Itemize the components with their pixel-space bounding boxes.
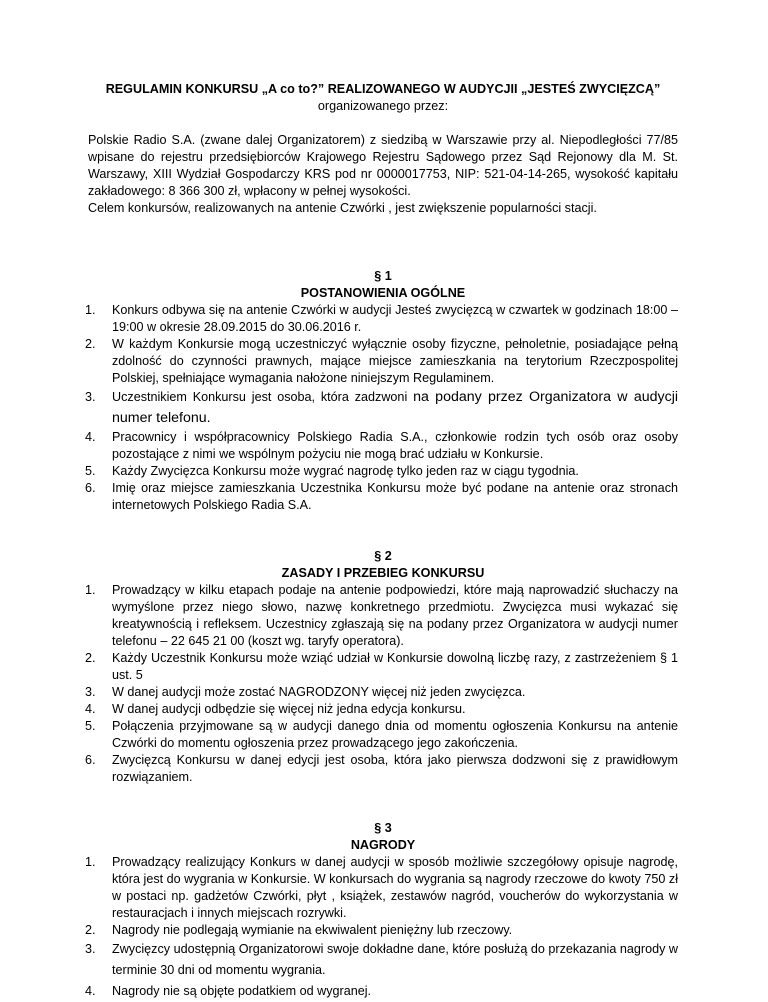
list-item	[85, 650, 678, 684]
item-text: Połączenia przyjmowane są w audycji danego dnia od momentu ogłoszenia Konkursu na antenie Czwórki do momentu ogłoszenia przez prowadzącego jego zakończenia.	[112, 719, 678, 750]
section-heading: ZASADY I PRZEBIEG KONKURSU	[281, 566, 485, 580]
section-3	[85, 820, 678, 1002]
item-number: 3.	[85, 685, 96, 699]
list-item	[85, 922, 678, 939]
item-number: 1.	[85, 855, 96, 869]
item-number: 3.	[85, 390, 96, 404]
item-number: 1.	[85, 583, 96, 597]
item-text: Pracownicy i współpracownicy Polskiego Radia S.A., członkowie rodzin tych osób oraz osoby pozostające z nimi we wspólnym pożyciu nie mogą brać udziału w Konkursie.	[112, 430, 678, 461]
item-text: Prowadzący w kilku etapach podaje na antenie podpowiedzi, które mają naprowadzić słuchaczy na wymyślone przez niego słowo, nazwę konkretnego przedmiotu. Zwycięzca musi wykazać się kreatywnością i refleksem. Uczestnicy zgłaszają się na podany przez Organizatora w audycji numer telefonu – 22 645 21 00 (koszt wg. taryfy operatora).	[112, 583, 678, 648]
item-text: Imię oraz miejsce zamieszkania Uczestnika Konkursu może być podane na antenie oraz stronach internetowych Polskiego Radia S.A.	[112, 481, 678, 512]
list-item	[85, 387, 679, 429]
list-item	[85, 336, 678, 387]
item-number: 3.	[85, 942, 96, 956]
section-1-list	[85, 302, 679, 514]
list-item	[85, 854, 678, 922]
section-2	[85, 548, 678, 786]
item-text: Nagrody nie są objęte podatkiem od wygranej.	[112, 984, 372, 998]
document-subtitle: organizowanego przez:	[317, 99, 449, 113]
item-text: Konkurs odbywa się na antenie Czwórki w audycji Jesteś zwycięzcą w czwartek w godzinach 18:00 – 19:00 w okresie 28.09.2015 do 30.06.2016 r.	[112, 303, 678, 334]
section-heading: NAGRODY	[350, 838, 416, 852]
item-text: W danej audycji odbędzie się więcej niż jedna edycja konkursu.	[112, 702, 466, 716]
intro	[88, 132, 678, 217]
item-text: Zwycięzcy udostępnią Organizatorowi swoje dokładne dane, które posłużą do przekazania nagrody w terminie 30 dni od momentu wygrania.	[112, 942, 678, 977]
item-number: 2.	[85, 923, 96, 937]
list-item	[85, 480, 678, 514]
intro-purpose: Celem konkursów, realizowanych na antenie Czwórki , jest zwiększenie popularności stacji.	[88, 201, 597, 215]
section-1	[85, 268, 679, 514]
item-number: 4.	[85, 702, 96, 716]
list-item	[85, 981, 678, 1002]
item-number: 5.	[85, 464, 96, 478]
section-2-list	[85, 582, 678, 786]
section-number: § 3	[374, 821, 392, 835]
item-text: Każdy Zwycięzca Konkursu może wygrać nagrodę tylko jeden raz w ciągu tygodnia.	[112, 464, 579, 478]
list-item	[85, 463, 678, 480]
item-text: Nagrody nie podlegają wymianie na ekwiwalent pieniężny lub rzeczowy.	[112, 923, 513, 937]
document-title: REGULAMIN KONKURSU „A co to?” REALIZOWANEGO W AUDYCJII „JESTEŚ ZWYCIĘZCĄ”	[105, 82, 661, 96]
item-number: 2.	[85, 651, 96, 665]
section-number: § 1	[374, 269, 392, 283]
item-number: 6.	[85, 481, 96, 495]
item-number: 4.	[85, 430, 96, 444]
item-text: Zwycięzcą Konkursu w danej edycji jest osoba, która jako pierwsza dodzwoni się z prawidłowym rozwiązaniem.	[112, 753, 678, 784]
item-text: Każdy Uczestnik Konkursu może wziąć udział w Konkursie dowolną liczbę razy, z zastrzeżeniem § 1 ust. 5	[112, 651, 678, 682]
item-number: 4.	[85, 984, 96, 998]
section-3-list	[85, 854, 678, 1002]
item-number: 6.	[85, 753, 96, 767]
item-text-tail: na podany przez Organizatora w audycji numer telefonu.	[112, 389, 679, 426]
item-text: Uczestnikiem Konkursu jest osoba, która zadzwoni	[112, 390, 408, 404]
list-item	[85, 302, 678, 336]
item-text: W każdym Konkursie mogą uczestniczyć wyłącznie osoby fizyczne, pełnoletnie, posiadające pełną zdolność do czynności prawnych, mające miejsce zamieszkania na terytorium Rzeczpospolitej Polskiej, spełniające wymagania nałożone niniejszym Regulaminem.	[112, 337, 678, 385]
item-text: Prowadzący realizujący Konkurs w danej audycji w sposób możliwie szczegółowy opisuje nagrodę, która jest do wygrania w Konkursie. W konkursach do wygrania są nagrody rzeczowe do kwoty 750 zł w postaci np. gadżetów Czwórki, płyt , książek, zestawów nagród, voucherów do wykorzystania w restauracjach i innych miejscach rozrywki.	[112, 855, 678, 920]
item-text: W danej audycji może zostać NAGRODZONY więcej niż jeden zwycięzca.	[112, 685, 526, 699]
list-item	[85, 752, 678, 786]
list-item	[85, 718, 678, 752]
item-number: 5.	[85, 719, 96, 733]
list-item	[85, 684, 678, 701]
list-item	[85, 429, 678, 463]
section-heading: POSTANOWIENIA OGÓLNE	[300, 286, 466, 300]
section-number: § 2	[374, 549, 392, 563]
item-number: 1.	[85, 303, 96, 317]
list-item	[85, 582, 678, 650]
list-item	[85, 701, 678, 718]
list-item	[85, 939, 678, 981]
item-number: 2.	[85, 337, 96, 351]
intro-organizer: Polskie Radio S.A. (zwane dalej Organizatorem) z siedzibą w Warszawie przy al. Niepodległości 77/85 wpisane do rejestru przedsiębiorców Krajowego Rejestru Sądowego przez Sąd Rejonowy dla M. St. Warszawy, XIII Wydział Gospodarczy KRS pod nr 0000017753, NIP: 521-04-14-265, wysokość kapitału zakładowego: 8 366 300 zł, wpłacony w pełnej wysokości.	[88, 133, 678, 198]
